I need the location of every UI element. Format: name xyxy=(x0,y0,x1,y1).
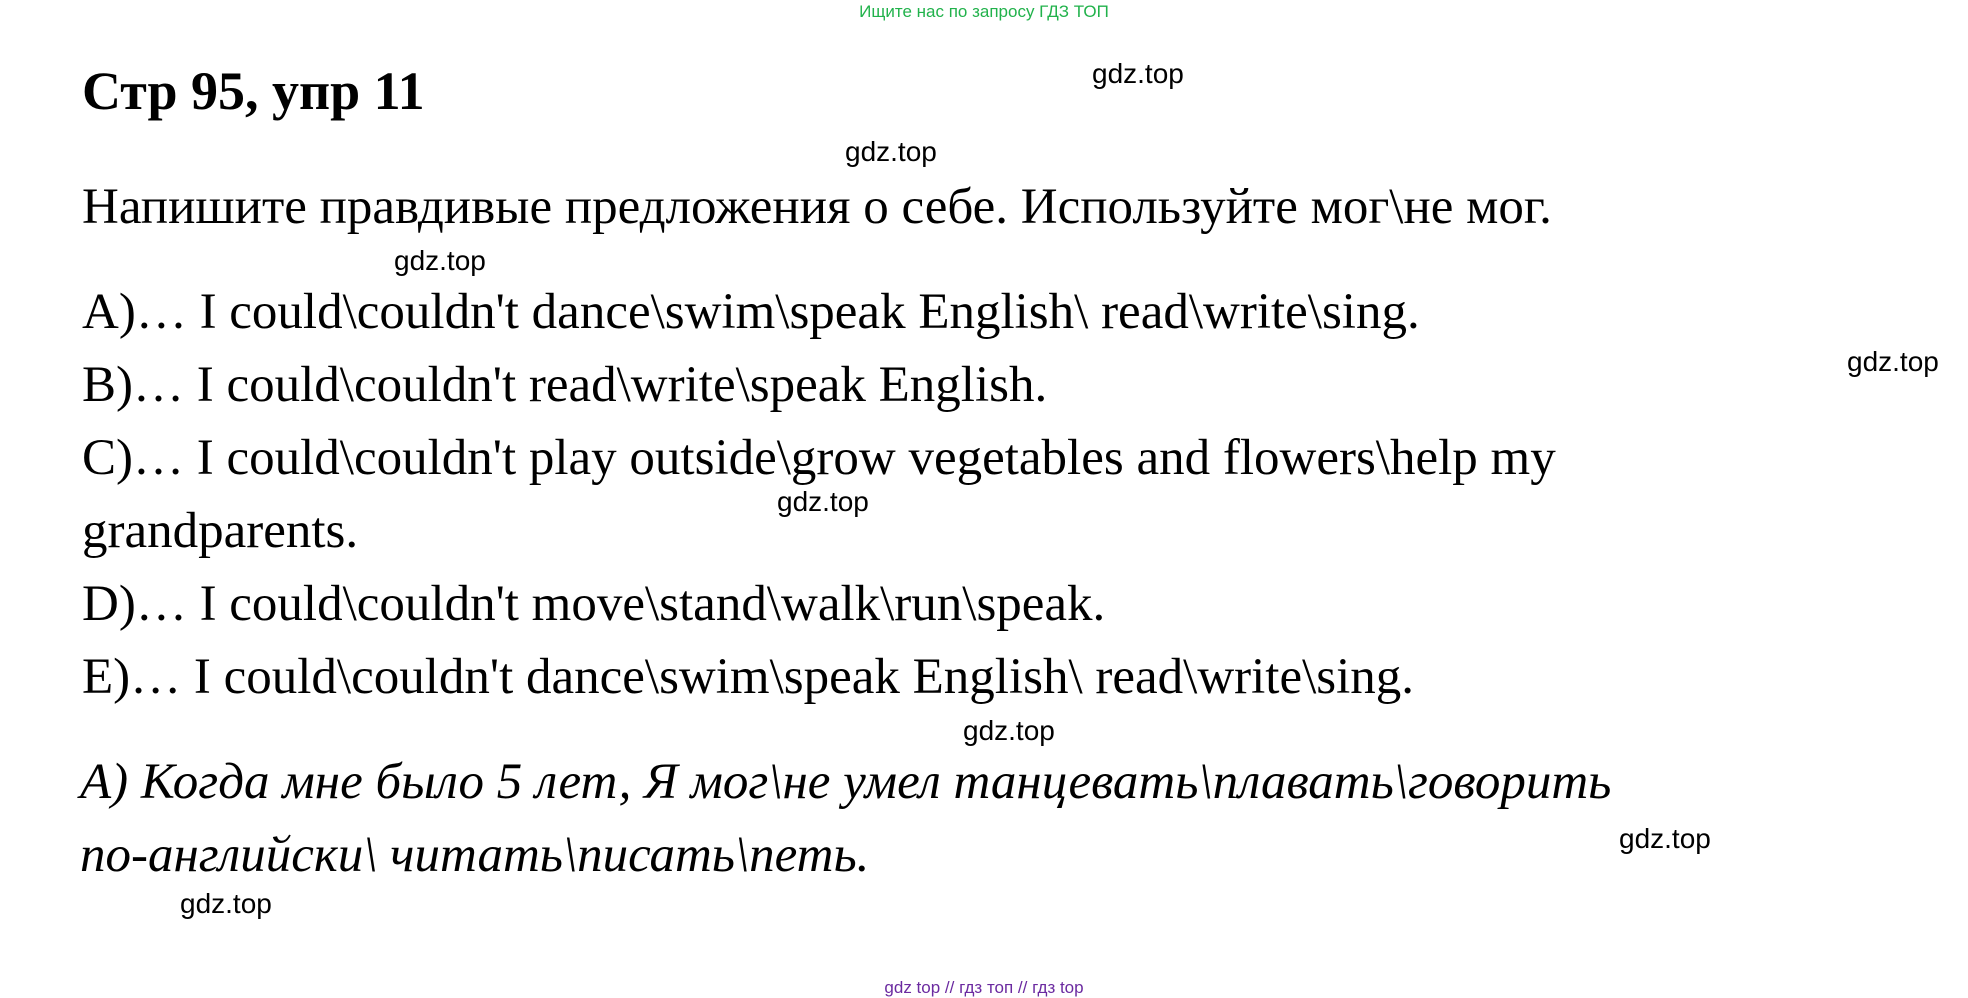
page-title: Стр 95, упр 11 xyxy=(82,61,425,121)
exercise-instruction: Напишите правдивые предложения о себе. Используйте мог\не мог. xyxy=(82,179,1552,235)
top-banner: Ищите нас по запросу ГДЗ ТОП xyxy=(859,2,1109,21)
answer-line-a: A)… I could\couldn't dance\swim\speak English\ read\write\sing. xyxy=(82,284,1420,340)
answer-line-c-continued: grandparents. xyxy=(82,503,359,559)
translation-line-2: по-английски\ читать\писать\петь. xyxy=(80,827,870,883)
translation-line-1: A) Когда мне было 5 лет, Я мог\не умел танцевать\плавать\говорить xyxy=(80,754,1612,810)
answer-line-b: B)… I could\couldn't read\write\speak English. xyxy=(82,357,1048,413)
watermark: gdz.top xyxy=(180,888,272,919)
watermark: gdz.top xyxy=(1092,58,1184,89)
answer-line-d: D)… I could\couldn't move\stand\walk\run\speak. xyxy=(82,576,1106,632)
answer-line-e: E)… I could\couldn't dance\swim\speak English\ read\write\sing. xyxy=(82,649,1415,705)
watermark: gdz.top xyxy=(1847,346,1939,377)
watermark: gdz.top xyxy=(394,245,486,276)
watermark: gdz.top xyxy=(845,136,937,167)
watermark: gdz.top xyxy=(963,715,1055,746)
watermark: gdz.top xyxy=(777,486,869,517)
footer-watermark: gdz top // гдз топ // гдз top xyxy=(884,978,1084,997)
answer-line-c: C)… I could\couldn't play outside\grow vegetables and flowers\help my xyxy=(82,430,1556,486)
watermark: gdz.top xyxy=(1619,823,1711,854)
